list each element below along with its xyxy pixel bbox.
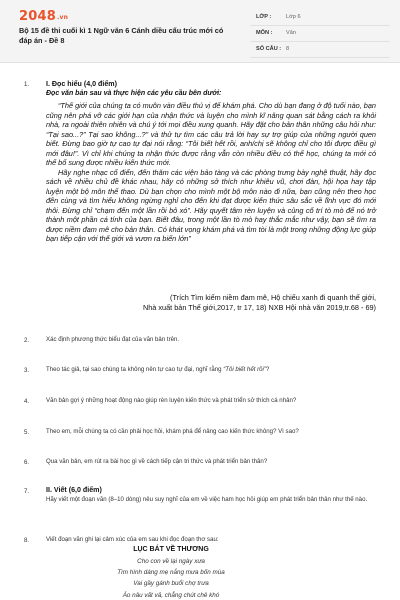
section-title-writing: II. Viết (6,0 điểm) <box>46 486 102 494</box>
question-text-part: Theo tác giả, tại sao chúng ta không nên tự cao tự đại, nghĩ rằng <box>46 366 224 373</box>
question-number: 3. <box>24 367 30 374</box>
section-title-reading: I. Đọc hiểu (4,0 điểm) <box>46 80 117 88</box>
site-logo[interactable] <box>19 9 68 24</box>
question-number: 1. <box>24 81 30 88</box>
meta-row-count <box>250 42 390 58</box>
meta-table <box>250 10 390 58</box>
meta-value: Văn <box>286 30 296 36</box>
question-text: Viết đoạn văn ghi lại cảm xúc của em sau khi đọc đoạn thơ sau: <box>46 536 219 543</box>
document-body <box>0 62 400 600</box>
question-text <box>46 365 376 375</box>
question-text: Theo em, mỗi chúng ta có cần phải học hỏi, khám phá để nâng cao kiến thức không? Vì sao? <box>46 428 299 435</box>
passage-source-line: (Trích Tìm kiếm niềm đam mê, Hộ chiếu xanh đi quanh thế giới, <box>170 293 376 302</box>
meta-value: Lớp 6 <box>286 14 301 20</box>
passage-paragraph: Hãy nghe nhạc cổ điển, đến thăm các viện bảo tàng và các phòng trưng bày nghệ thuật, hãy đọc sách về nhiều chủ đề khác nhau, hãy có những sở thích như khiêu vũ, chơi đàn, hội họa hay tập luyện một bộ môn thể thao. Dù bạn chọn cho mình một bộ môn nào đi nữa, bạn cũng nên theo học đến cùng và tìm hiểu không ngừng nghỉ cho đến khi đạt được kiến thức sâu sắc về lĩnh vực đó mới thôi. Đừng chỉ “chạm đến một lần rồi bỏ xó”. Hãy quyết tâm rèn luyện và củng cố trí tò mò để nó trở thành một phần cá tính của bạn. Biết đâu, trong một lần tò mò hay thắc mắc như vậy, bạn sẽ tìm ra được niềm đam mê cho bản thân. Có khát vọng khám phá và tìm tòi là một trong những động lực giúp bạn tiếp cận với thế giới và vươn ra biển lớn” <box>46 167 376 243</box>
reading-passage <box>46 101 376 244</box>
document-header <box>0 0 400 63</box>
question-number: 2. <box>24 337 30 344</box>
document-title: Bộ 15 đề thi cuối kì 1 Ngữ văn 6 Cánh diều cấu trúc mới có đáp án - Đề 8 <box>19 26 224 45</box>
meta-row-subject <box>250 26 390 42</box>
passage-source-line: Nhà xuất bản Thế giới,2017, tr 17, 18) NXB Hội nhà văn 2019,tr.68 - 69) <box>142 303 376 312</box>
question-text: Qua văn bản, em rút ra bài học gì về cách tiếp cận tri thức và phát triển bản thân? <box>46 458 268 465</box>
meta-label: LỚP : <box>256 14 272 20</box>
question-number: 6. <box>24 459 30 466</box>
meta-label: SỐ CÂU : <box>256 46 282 52</box>
question-quote: “Tôi biết hết rồi” <box>223 366 266 373</box>
poem-line: Áo nâu vất vả, chẳng chút chê khó <box>122 592 220 599</box>
question-number: 4. <box>24 398 30 405</box>
question-text: Hãy viết một đoạn văn (8–10 dòng) nêu suy nghĩ của em về việc ham học hỏi giúp em phát triển bản thân như thế nào. <box>46 496 368 503</box>
meta-value: 8 <box>286 46 290 52</box>
poem-line: Cho con về lại ngày xưa <box>137 558 205 565</box>
question-text: Văn bản gợi ý những hoạt động nào giúp rèn luyện kiến thức và phát triển sở thích cá nhân? <box>46 397 297 404</box>
logo-suffix: .vn <box>56 14 69 21</box>
logo-text: 2048 <box>19 9 56 24</box>
poem-title: LỤC BÁT VỀ THƯƠNG <box>133 546 209 553</box>
reading-instruction: Đọc văn bản sau và thực hiện các yêu cầu bên dưới: <box>46 90 222 97</box>
question-number: 8. <box>24 537 30 544</box>
meta-label: MÔN : <box>256 30 273 36</box>
passage-paragraph: “Thế giới của chúng ta có muôn vàn điều thú vị để khám phá. Cho dù bạn đang ở độ tuổi nào, bạn cũng nên phá vỡ các giới hạn của nhận thức và luyện cho mình kĩ năng quan sát bằng cách ra khỏi nhà, ra ngoài thiên nhiên và chú ý tới mọi điều xung quanh. Hãy đặt cho bản thân những câu hỏi như: “Tại sao...?” Tại sao không...?” và thử tự tìm các câu trả lời hay sự trợ giúp của những người quen biết. Đừng bao giờ tự cao tự đại nói rằng: “Tôi biết hết rồi, anh/chị sẽ không chỉ cho tôi được điều gì mới đâu!”. Vì chỉ khi chúng ta nhận thức được rằng vẫn còn nhiều điều có thể học, chúng ta mới có thể bổ sung được nhiều kiến thức mới. <box>46 101 376 167</box>
question-number: 5. <box>24 429 30 436</box>
meta-row-class <box>250 10 390 26</box>
poem-line: Vai gầy gánh buổi chợ trưa <box>133 580 209 587</box>
question-text: Xác định phương thức biểu đạt của văn bản trên. <box>46 336 180 343</box>
poem-line: Tìm hình dáng mẹ nắng mưa bốn mùa <box>117 569 225 576</box>
question-number: 7. <box>24 488 30 495</box>
question-text-part: ? <box>265 366 270 373</box>
